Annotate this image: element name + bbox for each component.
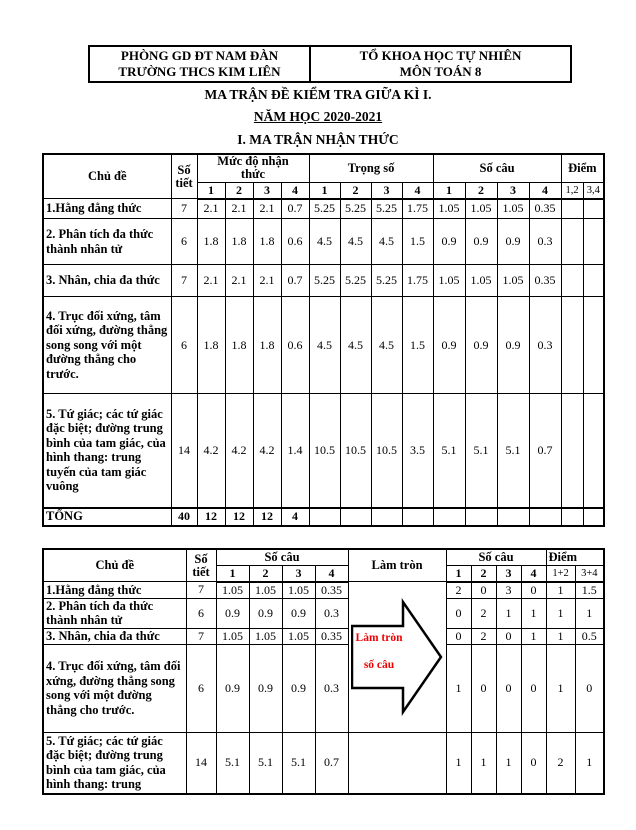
cell-value: 4.2 <box>225 394 253 508</box>
doc-subtitle <box>0 109 636 125</box>
cell-value: 0 <box>575 644 604 732</box>
col-header-chu-de: Chủ đề <box>43 154 171 199</box>
cell-value: 1 <box>546 598 575 628</box>
cell-value: 2.1 <box>253 199 281 219</box>
cell-value: 1.05 <box>433 199 465 219</box>
subject-group-line: TỔ KHOA HỌC TỰ NHIÊN <box>359 48 522 63</box>
diem-sub-12: 1+2 <box>546 565 575 582</box>
cell-value: 5.1 <box>465 394 497 508</box>
cell-empty <box>497 508 529 526</box>
cell-value: 0.9 <box>282 644 315 732</box>
cell-value: 4.5 <box>371 297 402 394</box>
cell-value: 7 <box>171 265 197 297</box>
cell-value: 1 <box>546 582 575 599</box>
cell-empty <box>561 199 583 219</box>
diem-sub-34: 3+4 <box>575 565 604 582</box>
cell-value: 5.25 <box>371 265 402 297</box>
cell-empty <box>340 508 371 526</box>
cell-value: 2 <box>446 582 471 599</box>
cell-value: 0.7 <box>281 265 309 297</box>
cell-empty <box>561 394 583 508</box>
cell-value: 5.1 <box>216 732 249 794</box>
level-3: 3 <box>371 182 402 199</box>
cell-value: 3 <box>496 582 521 599</box>
cell-empty <box>561 265 583 297</box>
cell-value: 1 <box>521 598 546 628</box>
cell-empty <box>583 297 604 394</box>
cell-value: 5.25 <box>309 265 340 297</box>
cell-value: 1.05 <box>497 199 529 219</box>
cell-value: 0 <box>471 582 496 599</box>
cell-value: 4.5 <box>371 219 402 265</box>
cell-value: 2.1 <box>197 199 225 219</box>
cell-value: 0.9 <box>249 644 282 732</box>
cell-value: 1.8 <box>253 297 281 394</box>
school-line: TRƯỜNG THCS KIM LIÊN <box>118 64 281 79</box>
level-4: 4 <box>521 565 546 582</box>
doc-title: MA TRẬN ĐỀ KIỂM TRA GIỮA KÌ I. <box>204 87 432 102</box>
cell-empty <box>561 297 583 394</box>
cell-value: 2.1 <box>225 265 253 297</box>
cell-value: 0.3 <box>529 219 561 265</box>
subject-line: MÔN TOÁN 8 <box>399 64 482 79</box>
level-1: 1 <box>309 182 340 199</box>
total-value: 12 <box>225 508 253 526</box>
section-heading: I. MA TRẬN NHẬN THỨC <box>237 132 399 147</box>
cell-empty <box>402 508 433 526</box>
lam-tron-arrow-cell <box>348 582 446 733</box>
cell-value: 1 <box>496 598 521 628</box>
cell-value: 1.05 <box>249 582 282 599</box>
cell-value: 0.9 <box>465 219 497 265</box>
col-header-so-cau: Số câu <box>433 154 561 182</box>
total-value: 4 <box>281 508 309 526</box>
cell-value: 1.05 <box>433 265 465 297</box>
cell-value: 1 <box>546 644 575 732</box>
table-row <box>43 265 604 297</box>
cell-value: 0 <box>446 598 471 628</box>
table-row <box>43 628 604 644</box>
cell-value: 1 <box>575 732 604 794</box>
cell-empty <box>561 508 583 526</box>
total-label: TỔNG <box>43 508 171 526</box>
cell-value: 0 <box>521 582 546 599</box>
cell-value: 6 <box>171 297 197 394</box>
cell-value: 0 <box>521 644 546 732</box>
col-header-lam-tron: Làm tròn <box>348 549 446 582</box>
cell-value: 0 <box>471 644 496 732</box>
rounding-table <box>42 548 605 795</box>
cell-value: 1.8 <box>225 297 253 394</box>
cell-topic: 2. Phân tích đa thức thành nhân tử <box>43 598 186 628</box>
cell-value: 5.25 <box>340 199 371 219</box>
cell-empty <box>371 508 402 526</box>
cell-value: 6 <box>186 598 216 628</box>
cell-value: 0.3 <box>529 297 561 394</box>
cell-value: 6 <box>171 219 197 265</box>
cell-topic: 2. Phân tích đa thức thành nhân tử <box>43 219 171 265</box>
cell-value: 1 <box>496 732 521 794</box>
cell-value: 4.5 <box>340 297 371 394</box>
cell-empty <box>433 508 465 526</box>
cell-value: 0.6 <box>281 297 309 394</box>
table1-header-row <box>43 154 604 182</box>
level-2: 2 <box>465 182 497 199</box>
level-3: 3 <box>253 182 281 199</box>
total-value: 40 <box>171 508 197 526</box>
cell-value: 0.5 <box>575 628 604 644</box>
table-row <box>43 732 604 794</box>
cell-value: 0.3 <box>315 598 348 628</box>
cell-value: 2 <box>546 732 575 794</box>
cell-value: 0.9 <box>497 297 529 394</box>
cell-empty <box>583 265 604 297</box>
level-3: 3 <box>497 182 529 199</box>
cell-empty <box>465 508 497 526</box>
cell-value: 0.35 <box>315 582 348 599</box>
cell-topic: 1.Hằng đẳng thức <box>43 199 171 219</box>
cell-value: 5.25 <box>309 199 340 219</box>
cell-value: 1.05 <box>249 628 282 644</box>
cell-value: 1.8 <box>225 219 253 265</box>
col-header-muc-do: Mức độ nhận thức <box>197 154 309 182</box>
col-header-trong-so: Trọng số <box>309 154 433 182</box>
cell-value: 14 <box>171 394 197 508</box>
cell-value: 5.1 <box>282 732 315 794</box>
diem-sub-34: 3,4 <box>583 182 604 199</box>
col-header-so-tiet: Số tiết <box>171 154 197 199</box>
cell-value: 4.2 <box>253 394 281 508</box>
cell-value: 1.75 <box>402 199 433 219</box>
header-right-cell <box>309 47 570 81</box>
cell-value: 2.1 <box>253 265 281 297</box>
cell-value: 2 <box>471 628 496 644</box>
cell-value: 1.05 <box>282 582 315 599</box>
cell-empty <box>529 508 561 526</box>
table-row <box>43 297 604 394</box>
table-row <box>43 199 604 219</box>
cell-value: 1.5 <box>402 219 433 265</box>
cell-value: 2.1 <box>225 199 253 219</box>
department-line: PHÒNG GD ĐT NAM ĐÀN <box>120 48 279 63</box>
cell-value: 0.3 <box>315 644 348 732</box>
level-1: 1 <box>446 565 471 582</box>
level-4: 4 <box>529 182 561 199</box>
level-2: 2 <box>225 182 253 199</box>
cell-value: 10.5 <box>371 394 402 508</box>
table-row <box>43 219 604 265</box>
col-header-so-cau-right: Số câu <box>446 549 546 565</box>
cell-value: 0.7 <box>281 199 309 219</box>
total-value: 12 <box>253 508 281 526</box>
cell-value: 0.35 <box>529 265 561 297</box>
cell-value: 0.35 <box>315 628 348 644</box>
cell-value: 1 <box>521 628 546 644</box>
cell-empty <box>583 219 604 265</box>
cell-topic: 5. Tứ giác; các tứ giác đặc biệt; đường trung bình của tam giác, của hình thang: trung <box>43 732 186 794</box>
cell-value: 1 <box>546 628 575 644</box>
level-2: 2 <box>340 182 371 199</box>
level-2: 2 <box>471 565 496 582</box>
right-arrow-shape <box>351 598 443 716</box>
cell-value: 14 <box>186 732 216 794</box>
cell-value: 1.05 <box>282 628 315 644</box>
header-left-cell <box>90 47 309 81</box>
cell-value: 5.1 <box>433 394 465 508</box>
cell-value: 1.8 <box>253 219 281 265</box>
level-4: 4 <box>315 565 348 582</box>
cell-value: 0.7 <box>315 732 348 794</box>
cell-value: 0.6 <box>281 219 309 265</box>
cell-value: 0.9 <box>497 219 529 265</box>
cell-value: 1.8 <box>197 219 225 265</box>
cell-value: 1.05 <box>465 199 497 219</box>
cell-value: 4.5 <box>309 297 340 394</box>
cell-value: 1 <box>575 598 604 628</box>
cell-value: 0.9 <box>433 297 465 394</box>
cell-topic: 1.Hằng đẳng thức <box>43 582 186 599</box>
table-row <box>43 582 604 599</box>
level-1: 1 <box>216 565 249 582</box>
cell-value: 4.5 <box>340 219 371 265</box>
cell-value: 0.7 <box>529 394 561 508</box>
cognition-matrix-table <box>42 153 605 527</box>
cell-value: 4.5 <box>309 219 340 265</box>
cell-topic: 5. Tứ giác; các tứ giác đặc biệt; đường trung bình của tam giác, của hình thang: trung tuyến của tam giác vuông <box>43 394 171 508</box>
arrow-label <box>351 625 407 679</box>
cell-value: 10.5 <box>340 394 371 508</box>
cell-value: 1.05 <box>465 265 497 297</box>
table-row <box>43 598 604 628</box>
level-1: 1 <box>197 182 225 199</box>
school-header-box <box>88 45 572 83</box>
cell-value: 0 <box>496 628 521 644</box>
total-row <box>43 508 604 526</box>
cell-topic: 4. Trục đối xứng, tâm đối xứng, đường thẳng song song với một đường thẳng cho trước. <box>43 297 171 394</box>
cell-value: 0 <box>496 644 521 732</box>
level-3: 3 <box>496 565 521 582</box>
cell-empty <box>561 219 583 265</box>
cell-value: 5.25 <box>340 265 371 297</box>
cell-value: 5.25 <box>371 199 402 219</box>
cell-value: 5.1 <box>497 394 529 508</box>
cell-value: 0.9 <box>216 598 249 628</box>
cell-value: 0 <box>521 732 546 794</box>
level-4: 4 <box>402 182 433 199</box>
level-1: 1 <box>433 182 465 199</box>
cell-value: 2 <box>471 598 496 628</box>
cell-value: 10.5 <box>309 394 340 508</box>
cell-empty <box>583 199 604 219</box>
cell-value: 7 <box>186 582 216 599</box>
col-header-so-tiet: Số tiết <box>186 549 216 582</box>
diem-sub-12: 1,2 <box>561 182 583 199</box>
cell-topic: 4. Trục đối xứng, tâm đối xứng, đường thẳng song song với một đường thẳng cho trước. <box>43 644 186 732</box>
cell-value: 2.1 <box>197 265 225 297</box>
cell-value: 0.9 <box>216 644 249 732</box>
level-2: 2 <box>249 565 282 582</box>
school-year: NĂM HỌC 2020-2021 <box>253 109 383 124</box>
cell-value: 0.9 <box>433 219 465 265</box>
table-row <box>43 644 604 732</box>
cell-value: 1.8 <box>197 297 225 394</box>
cell-value: 1.5 <box>402 297 433 394</box>
cell-topic: 3. Nhân, chia đa thức <box>43 265 171 297</box>
cell-value: 1 <box>446 644 471 732</box>
table2-header-row <box>43 549 604 565</box>
cell-value: 0.9 <box>282 598 315 628</box>
cell-value: 1.05 <box>216 628 249 644</box>
cell-value: 1 <box>471 732 496 794</box>
cell-value: 7 <box>171 199 197 219</box>
cell-value: 7 <box>186 628 216 644</box>
cell-value: 1 <box>446 732 471 794</box>
arrow-label-line1: Làm tròn <box>355 631 403 644</box>
level-4: 4 <box>281 182 309 199</box>
col-header-so-cau-left: Số câu <box>216 549 348 565</box>
cell-value: 0.35 <box>529 199 561 219</box>
cell-value: 4.2 <box>197 394 225 508</box>
cell-value: 3.5 <box>402 394 433 508</box>
col-header-diem: Điểm <box>546 549 604 565</box>
cell-empty <box>348 732 446 794</box>
total-value: 12 <box>197 508 225 526</box>
cell-value: 6 <box>186 644 216 732</box>
cell-value: 5.1 <box>249 732 282 794</box>
cell-value: 0 <box>446 628 471 644</box>
cell-value: 1.75 <box>402 265 433 297</box>
cell-value: 1.05 <box>216 582 249 599</box>
cell-value: 1.4 <box>281 394 309 508</box>
col-header-chu-de: Chủ đề <box>43 549 186 582</box>
cell-value: 1.5 <box>575 582 604 599</box>
col-header-diem: Điểm <box>561 154 604 182</box>
arrow-label-line2: số câu <box>363 658 395 671</box>
cell-topic: 3. Nhân, chia đa thức <box>43 628 186 644</box>
cell-value: 1.05 <box>497 265 529 297</box>
cell-value: 0.9 <box>249 598 282 628</box>
cell-empty <box>583 394 604 508</box>
level-3: 3 <box>282 565 315 582</box>
cell-value: 0.9 <box>465 297 497 394</box>
cell-empty <box>309 508 340 526</box>
table-row <box>43 394 604 508</box>
cell-empty <box>583 508 604 526</box>
